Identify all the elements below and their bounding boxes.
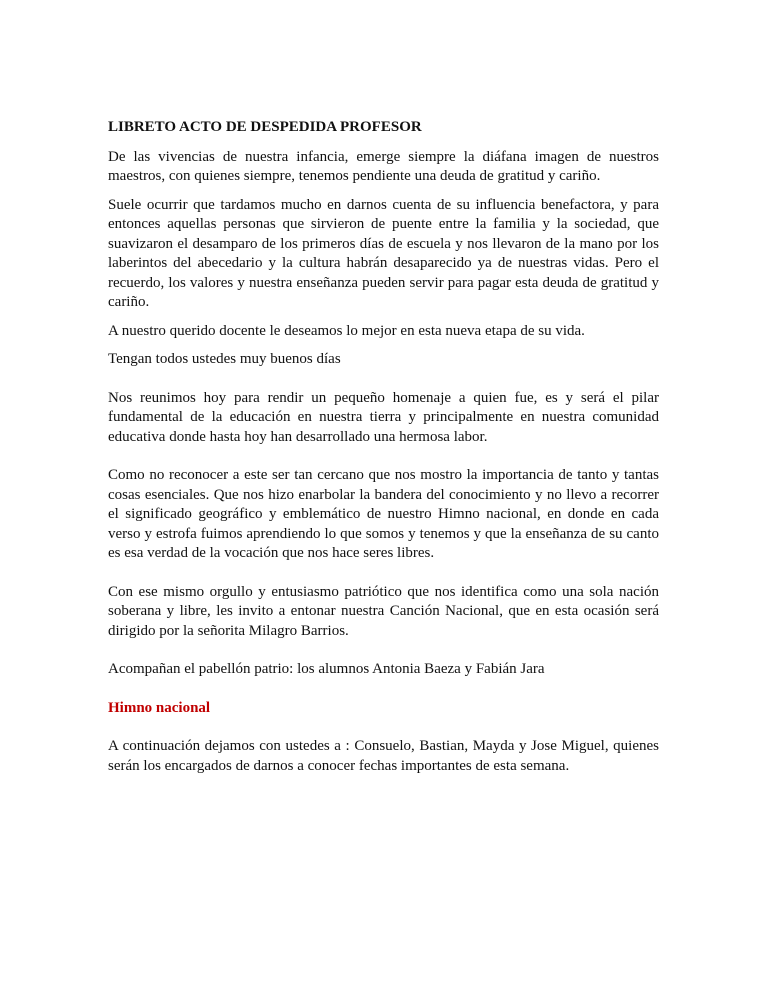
paragraph-pabellon: Acompañan el pabellón patrio: los alumnos Antonia Baeza y Fabián Jara [108,661,545,677]
paragraph-continuacion: A continuación dejamos con ustedes a : Consuelo, Bastian, Mayda y Jose Miguel, quienes serán los encargados de darnos a conocer fechas importantes de esta semana. [108,738,659,774]
paragraph-infancia: De las vivencias de nuestra infancia, emerge siempre la diáfana imagen de nuestros maestros, con quienes siempre, tenemos pendiente una deuda de gratitud y cariño. [108,148,659,184]
paragraph-deseo: A nuestro querido docente le deseamos lo mejor en esta nueva etapa de su vida. [108,322,585,339]
paragraph-homenaje: Nos reunimos hoy para rendir un pequeño homenaje a quien fue, es y será el pilar fundamental de la educación en nuestra tierra y principalmente en nuestra comunidad educativa donde hasta hoy han desarrollado una hermosa labor. [108,389,659,445]
paragraph-influencia: Suele ocurrir que tardamos mucho en darnos cuenta de su influencia benefactora, y para entonces aquellas personas que sirvieron de puente entre la familia y la sociedad, que suavizaron el desamparo de los primeros días de escuela y nos llevaron de la mano por los laberintos del abecedario y la cultura habrán desaparecido ya de nuestras vidas. Pero el recuerdo, los valores y nuestra enseñanza pueden servir para pagar esta deuda de gratitud y cariño. [108,196,659,310]
paragraph-reconocer: Como no reconocer a este ser tan cercano que nos mostro la importancia de tanto y tantas cosas esenciales. Que nos hizo enarbolar la bandera del conocimiento y no llevo a recorrer el significado geográfico y emblemático de nuestro Himno nacional, en donde en cada verso y estrofa fuimos aprendiendo lo que somos y tenemos y que la enseñanza de su canto es esa verdad de la vocación que nos hace seres libres. [108,467,659,561]
document-page [108,118,659,776]
paragraph-cancion-nacional: Con ese mismo orgullo y entusiasmo patriótico que nos identifica como una sola nación soberana y libre, les invito a entonar nuestra Canción Nacional, que en esta ocasión será dirigido por la señorita Milagro Barrios. [108,583,659,639]
himno-heading: Himno nacional [108,699,211,716]
document-title: LIBRETO ACTO DE DESPEDIDA PROFESOR [108,119,422,135]
paragraph-saludo: Tengan todos ustedes muy buenos días [108,351,341,367]
